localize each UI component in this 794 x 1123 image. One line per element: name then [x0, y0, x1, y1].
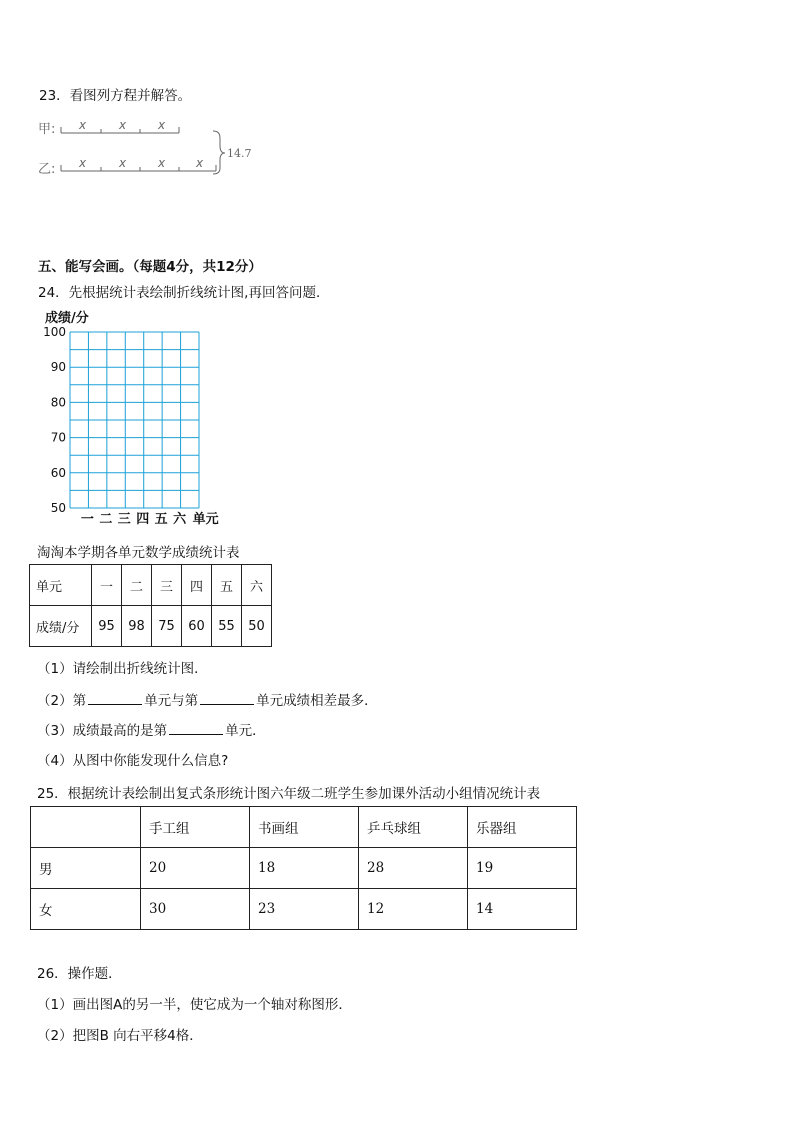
table-row-label: 男: [31, 848, 141, 889]
x-tick-label: 五: [154, 512, 168, 527]
x-tick-label: 一: [80, 512, 94, 527]
table-cell: 14: [468, 889, 577, 930]
table-row: [31, 807, 577, 848]
table-cell: 50: [242, 606, 272, 647]
q23-yi-x1: x: [79, 156, 87, 170]
q23-jia-label: 甲:: [38, 122, 56, 137]
table-cell: 19: [468, 848, 577, 889]
q23-jia-x3: x: [158, 118, 166, 132]
table-cell: 98: [122, 606, 152, 647]
q24-sub2-text-c: 单元成绩相差最多．: [256, 693, 378, 709]
y-tick-label: 90: [50, 360, 66, 375]
table-header-cell: 乐器组: [468, 807, 577, 848]
table-row: [31, 889, 577, 930]
table-cell: 六: [242, 565, 272, 606]
table-row: [30, 565, 272, 606]
table-row-label: 成绩/分: [30, 606, 92, 647]
q24-x-ticks: [81, 511, 187, 527]
x-tick-label: 二: [99, 512, 113, 527]
table-header-cell: 乒乓球组: [359, 807, 468, 848]
q23-jia-x1: x: [79, 118, 87, 132]
q24-y-ticks: [43, 325, 66, 515]
q24-grid-lines: [70, 332, 199, 508]
q24-table-caption: 淘淘本学期各单元数学成绩统计表: [37, 545, 240, 561]
table-cell: 30: [141, 889, 250, 930]
q23-yi-label: 乙:: [38, 162, 56, 177]
y-tick-label: 80: [50, 395, 66, 410]
x-tick-label: 六: [173, 512, 187, 527]
answer-blank[interactable]: [88, 690, 142, 705]
q23-brace-icon: [213, 131, 225, 174]
q25-activity-table: [30, 806, 577, 930]
q26-sub1: （1）画出图A的另一半，使它成为一个轴对称图形．: [37, 997, 352, 1013]
q23-yi-x2: x: [119, 156, 127, 170]
q24-sub2-text-a: （2）第: [37, 693, 87, 709]
table-cell: 60: [182, 606, 212, 647]
q23-total: 14.7: [227, 147, 252, 160]
q24-title: 24．先根据统计表绘制折线统计图,再回答问题．: [38, 285, 330, 301]
y-tick-label: 50: [50, 501, 66, 515]
q26-sub2: （2）把图B 向右平移4格．: [37, 1028, 203, 1044]
table-cell: 12: [359, 889, 468, 930]
table-row-label: 女: [31, 889, 141, 930]
table-cell: 一: [92, 565, 122, 606]
q24-sub4: （4）从图中你能发现什么信息?: [37, 753, 229, 769]
q23-title: 23．看图列方程并解答。: [39, 88, 192, 104]
table-cell: 四: [182, 565, 212, 606]
y-tick-label: 60: [50, 465, 66, 480]
q24-sub2-text-b: 单元与第: [144, 693, 199, 709]
q24-score-table: [29, 564, 272, 647]
table-cell: 28: [359, 848, 468, 889]
q24-y-axis-title: 成绩/分: [45, 311, 89, 326]
table-row: [31, 848, 577, 889]
table-header-cell: 手工组: [141, 807, 250, 848]
q23-yi-x3: x: [158, 156, 166, 170]
q24-sub3-text-b: 单元．: [225, 723, 266, 739]
table-cell: 三: [152, 565, 182, 606]
y-tick-label: 70: [50, 430, 66, 445]
section5-title: 五、能写会画。（每题4分，共12分）: [38, 259, 262, 275]
table-row: [30, 606, 272, 647]
q24-sub3-text-a: （3）成绩最高的是第: [37, 723, 168, 739]
q23-yi-x4: x: [196, 156, 204, 170]
answer-blank[interactable]: [200, 690, 254, 705]
x-tick-label: 三: [117, 512, 131, 527]
answer-blank[interactable]: [169, 720, 223, 735]
q24-x-unit: 单元: [192, 512, 219, 527]
q23-jia-x2: x: [119, 118, 127, 132]
table-cell: 20: [141, 848, 250, 889]
q26-title: 26．操作题．: [37, 966, 122, 982]
table-row-label: 单元: [30, 565, 92, 606]
q24-sub1: （1）请绘制出折线统计图．: [37, 661, 208, 677]
table-header-cell: [31, 807, 141, 848]
table-cell: 18: [250, 848, 359, 889]
q24-sub3: [37, 719, 266, 739]
table-cell: 23: [250, 889, 359, 930]
q23-line-diagram: [30, 110, 270, 190]
q25-title: 25．根据统计表绘制出复式条形统计图六年级二班学生参加课外活动小组情况统计表: [37, 786, 541, 802]
y-tick-label: 100: [43, 325, 66, 339]
q24-sub2: [37, 689, 378, 709]
x-tick-label: 四: [136, 512, 150, 527]
table-header-cell: 书画组: [250, 807, 359, 848]
table-cell: 二: [122, 565, 152, 606]
q24-grid-chart: [40, 305, 240, 530]
table-cell: 95: [92, 606, 122, 647]
table-cell: 55: [212, 606, 242, 647]
table-cell: 75: [152, 606, 182, 647]
table-cell: 五: [212, 565, 242, 606]
